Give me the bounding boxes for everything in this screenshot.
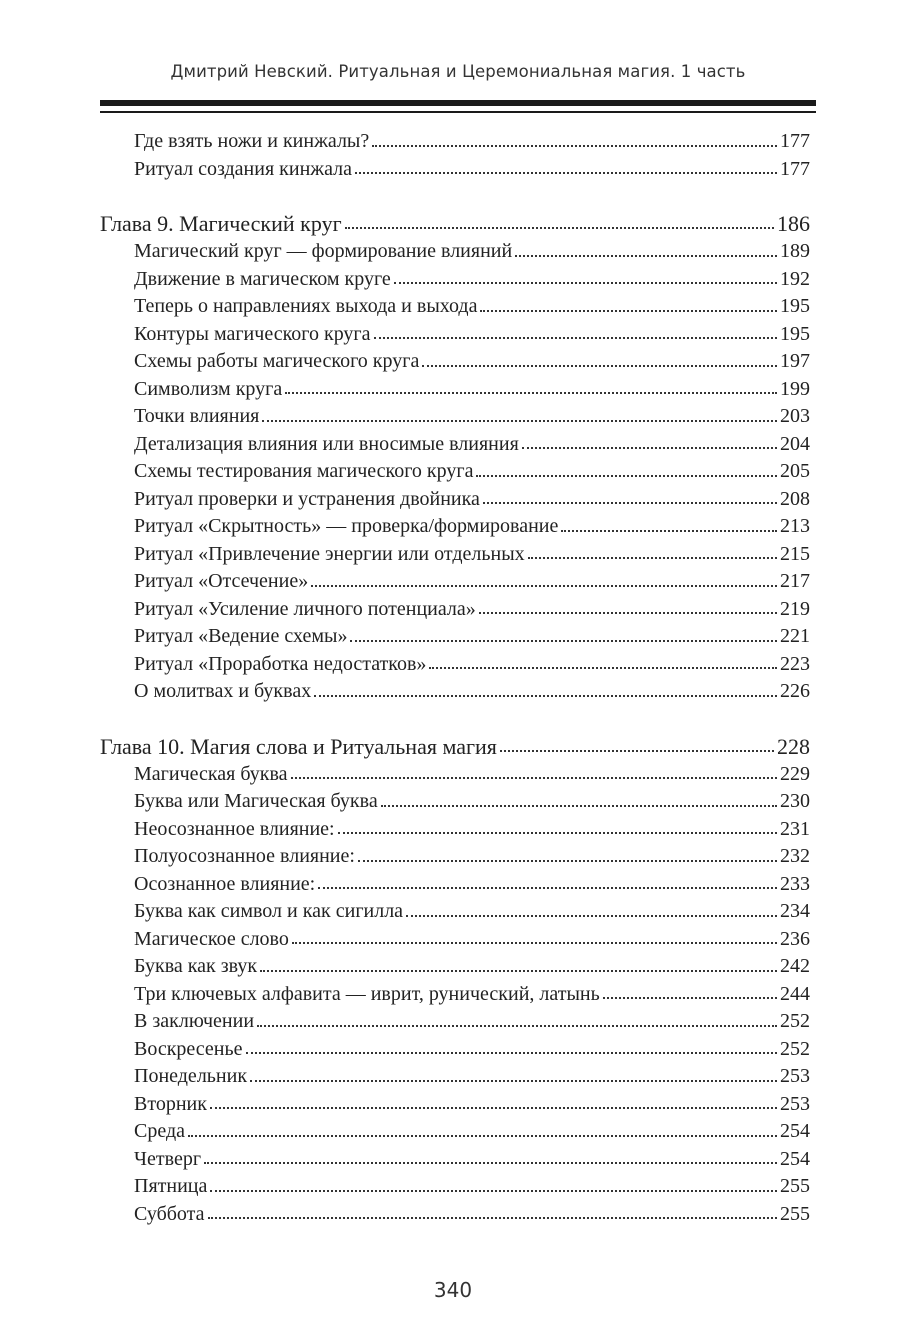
- toc-entry-title: Ритуал «Отсечение»: [134, 570, 309, 592]
- toc-entry-page: 215: [780, 542, 810, 565]
- toc-entry-title: Среда: [134, 1120, 186, 1142]
- toc-entry: [100, 1036, 810, 1064]
- toc-entry: [100, 568, 810, 596]
- dot-leader: [358, 858, 777, 862]
- toc-entry-title: Точки влияния: [134, 405, 260, 427]
- toc-entry-page: 223: [780, 652, 810, 675]
- toc-entry: [100, 348, 810, 376]
- dot-leader: [422, 363, 777, 367]
- dot-leader: [291, 775, 777, 779]
- toc-entry-title: Магическое слово: [134, 927, 289, 950]
- toc-entry-title: Полуосознанное влияние:: [134, 845, 355, 867]
- toc-entry-title: Суббота: [134, 1202, 205, 1225]
- toc-entry-page: 234: [780, 900, 810, 922]
- toc-entry-page: 230: [780, 790, 810, 812]
- toc-entry-page: 199: [780, 377, 810, 400]
- toc-entry: [100, 431, 810, 459]
- toc-entry: [100, 761, 810, 789]
- toc-entry-page: 232: [780, 845, 810, 867]
- dot-leader: [345, 225, 774, 229]
- toc-entry-page: 177: [780, 157, 810, 180]
- toc-entry: [100, 1173, 810, 1201]
- toc-entry-page: 217: [780, 570, 810, 592]
- toc-entry-title: Ритуал «Скрытность» — проверка/формирование: [134, 515, 559, 537]
- toc-entry-title: Схемы работы магического круга: [134, 350, 420, 372]
- dot-leader: [480, 308, 777, 312]
- toc-entry: [100, 238, 810, 266]
- table-of-contents: [100, 128, 810, 1228]
- dot-leader: [394, 280, 777, 284]
- toc-entry: [100, 403, 810, 431]
- dot-leader: [528, 555, 777, 559]
- section-gap: [100, 183, 810, 210]
- dot-leader: [515, 253, 777, 257]
- toc-entry-title: Детализация влияния или вносимые влияния: [134, 432, 519, 455]
- toc-entry: [100, 458, 810, 486]
- toc-entry-title: Буква как звук: [134, 955, 258, 977]
- toc-entry: [100, 1201, 810, 1229]
- toc-entry-page: 219: [780, 597, 810, 620]
- toc-entry: [100, 953, 810, 981]
- header-rule-thin: [100, 111, 816, 113]
- dot-leader: [210, 1105, 777, 1109]
- toc-entry-page: 254: [780, 1147, 810, 1170]
- toc-entry: [100, 816, 810, 844]
- toc-entry-page: 252: [780, 1010, 810, 1032]
- dot-leader: [522, 445, 777, 449]
- toc-entry: [100, 871, 810, 899]
- toc-entry-page: 192: [780, 267, 810, 290]
- toc-entry-title: Где взять ножи и кинжалы?: [134, 130, 370, 152]
- toc-entry-title: Ритуал проверки и устранения двойника: [134, 487, 480, 510]
- toc-entry-page: 253: [780, 1065, 810, 1087]
- toc-entry-page: 189: [780, 240, 810, 262]
- toc-entry: [100, 788, 810, 816]
- toc-entry: [100, 156, 810, 184]
- dot-leader: [483, 500, 777, 504]
- toc-entry-title: Ритуал «Усиление личного потенциала»: [134, 597, 476, 620]
- toc-entry-page: 229: [780, 762, 810, 785]
- dot-leader: [246, 1050, 777, 1054]
- toc-entry: [100, 266, 810, 294]
- toc-entry: [100, 623, 810, 651]
- toc-entry-title: Движение в магическом круге: [134, 267, 391, 290]
- toc-entry-title: Ритуал создания кинжала: [134, 157, 352, 180]
- toc-entry-page: 195: [780, 295, 810, 317]
- toc-entry-page: 226: [780, 680, 810, 702]
- toc-entry-title: Схемы тестирования магического круга: [134, 460, 474, 482]
- toc-entry-page: 204: [780, 432, 810, 455]
- toc-entry-title: Ритуал «Проработка недостатков»: [134, 652, 427, 675]
- toc-entry: [100, 596, 810, 624]
- dot-leader: [381, 803, 777, 807]
- toc-entry-title: Четверг: [134, 1147, 202, 1170]
- running-header: Дмитрий Невский. Ритуальная и Церемониальная магия. 1 часть: [170, 62, 746, 81]
- toc-entry-page: 205: [780, 460, 810, 482]
- toc-entry-page: 231: [780, 817, 810, 840]
- toc-entry-title: Глава 10. Магия слова и Ритуальная магия: [100, 733, 497, 759]
- dot-leader: [262, 418, 777, 422]
- toc-entry: [100, 926, 810, 954]
- dot-leader: [372, 143, 777, 147]
- toc-chapter-entry: [100, 733, 810, 761]
- toc-chapter-entry: [100, 210, 810, 238]
- toc-entry: [100, 1091, 810, 1119]
- toc-entry: [100, 651, 810, 679]
- toc-entry: [100, 293, 810, 321]
- toc-entry: [100, 128, 810, 156]
- section-gap: [100, 706, 810, 733]
- toc-entry: [100, 541, 810, 569]
- toc-entry-title: Вторник: [134, 1092, 207, 1115]
- toc-entry-title: Пятница: [134, 1175, 208, 1197]
- dot-leader: [406, 913, 777, 917]
- dot-leader: [210, 1188, 777, 1192]
- toc-entry-title: Три ключевых алфавита — иврит, рунический, латынь: [134, 982, 600, 1005]
- dot-leader: [561, 528, 777, 532]
- header-rule-thick: [100, 100, 816, 106]
- dot-leader: [208, 1215, 777, 1219]
- toc-entry-page: 186: [777, 211, 810, 236]
- toc-entry-page: 208: [780, 487, 810, 510]
- toc-entry: [100, 321, 810, 349]
- toc-entry-title: Магический круг — формирование влияний: [134, 240, 513, 262]
- toc-entry-title: Неосознанное влияние:: [134, 817, 335, 840]
- toc-entry-page: 197: [780, 350, 810, 372]
- toc-entry-page: 213: [780, 515, 810, 537]
- toc-entry-title: Магическая буква: [134, 762, 288, 785]
- toc-entry: [100, 898, 810, 926]
- dot-leader: [285, 390, 777, 394]
- toc-entry: [100, 376, 810, 404]
- toc-entry-page: 253: [780, 1092, 810, 1115]
- toc-entry-title: Символизм круга: [134, 377, 283, 400]
- toc-entry-title: В заключении: [134, 1010, 255, 1032]
- toc-entry-page: 221: [780, 625, 810, 647]
- toc-entry-page: 254: [780, 1120, 810, 1142]
- toc-entry-page: 233: [780, 872, 810, 895]
- page-number: 340: [433, 1278, 473, 1302]
- dot-leader: [314, 693, 777, 697]
- dot-leader: [374, 335, 777, 339]
- toc-entry-page: 244: [780, 982, 810, 1005]
- toc-entry-title: Буква или Магическая буква: [134, 790, 378, 812]
- toc-entry: [100, 843, 810, 871]
- toc-entry-title: О молитвах и буквах: [134, 680, 312, 702]
- toc-entry-title: Теперь о направлениях выхода и выхода: [134, 295, 478, 317]
- toc-entry-page: 255: [780, 1202, 810, 1225]
- dot-leader: [204, 1160, 777, 1164]
- dot-leader: [500, 748, 774, 752]
- toc-entry: [100, 513, 810, 541]
- toc-entry-title: Ритуал «Ведение схемы»: [134, 625, 348, 647]
- toc-entry-page: 228: [777, 733, 810, 759]
- dot-leader: [188, 1133, 777, 1137]
- toc-entry-page: 203: [780, 405, 810, 427]
- dot-leader: [476, 473, 777, 477]
- toc-entry: [100, 1146, 810, 1174]
- toc-entry-page: 242: [780, 955, 810, 977]
- dot-leader: [350, 638, 777, 642]
- dot-leader: [318, 885, 777, 889]
- toc-entry-title: Контуры магического круга: [134, 322, 371, 345]
- dot-leader: [479, 610, 777, 614]
- toc-entry-title: Осознанное влияние:: [134, 872, 316, 895]
- toc-entry-page: 177: [780, 130, 810, 152]
- dot-leader: [429, 665, 777, 669]
- toc-entry-page: 255: [780, 1175, 810, 1197]
- dot-leader: [355, 170, 777, 174]
- dot-leader: [292, 940, 777, 944]
- dot-leader: [250, 1078, 777, 1082]
- dot-leader: [257, 1023, 777, 1027]
- dot-leader: [260, 968, 777, 972]
- toc-entry: [100, 1118, 810, 1146]
- dot-leader: [603, 995, 777, 999]
- toc-entry-title: Буква как символ и как сигилла: [134, 900, 404, 922]
- dot-leader: [311, 583, 777, 587]
- toc-entry-page: 236: [780, 927, 810, 950]
- dot-leader: [338, 830, 777, 834]
- toc-entry: [100, 1008, 810, 1036]
- toc-entry-title: Ритуал «Привлечение энергии или отдельных: [134, 542, 525, 565]
- toc-entry: [100, 678, 810, 706]
- toc-entry: [100, 1063, 810, 1091]
- toc-entry-title: Понедельник: [134, 1065, 248, 1087]
- toc-entry-title: Воскресенье: [134, 1037, 243, 1060]
- toc-entry: [100, 486, 810, 514]
- toc-entry-title: Глава 9. Магический круг: [100, 211, 342, 236]
- toc-entry-page: 252: [780, 1037, 810, 1060]
- toc-entry-page: 195: [780, 322, 810, 345]
- toc-entry: [100, 981, 810, 1009]
